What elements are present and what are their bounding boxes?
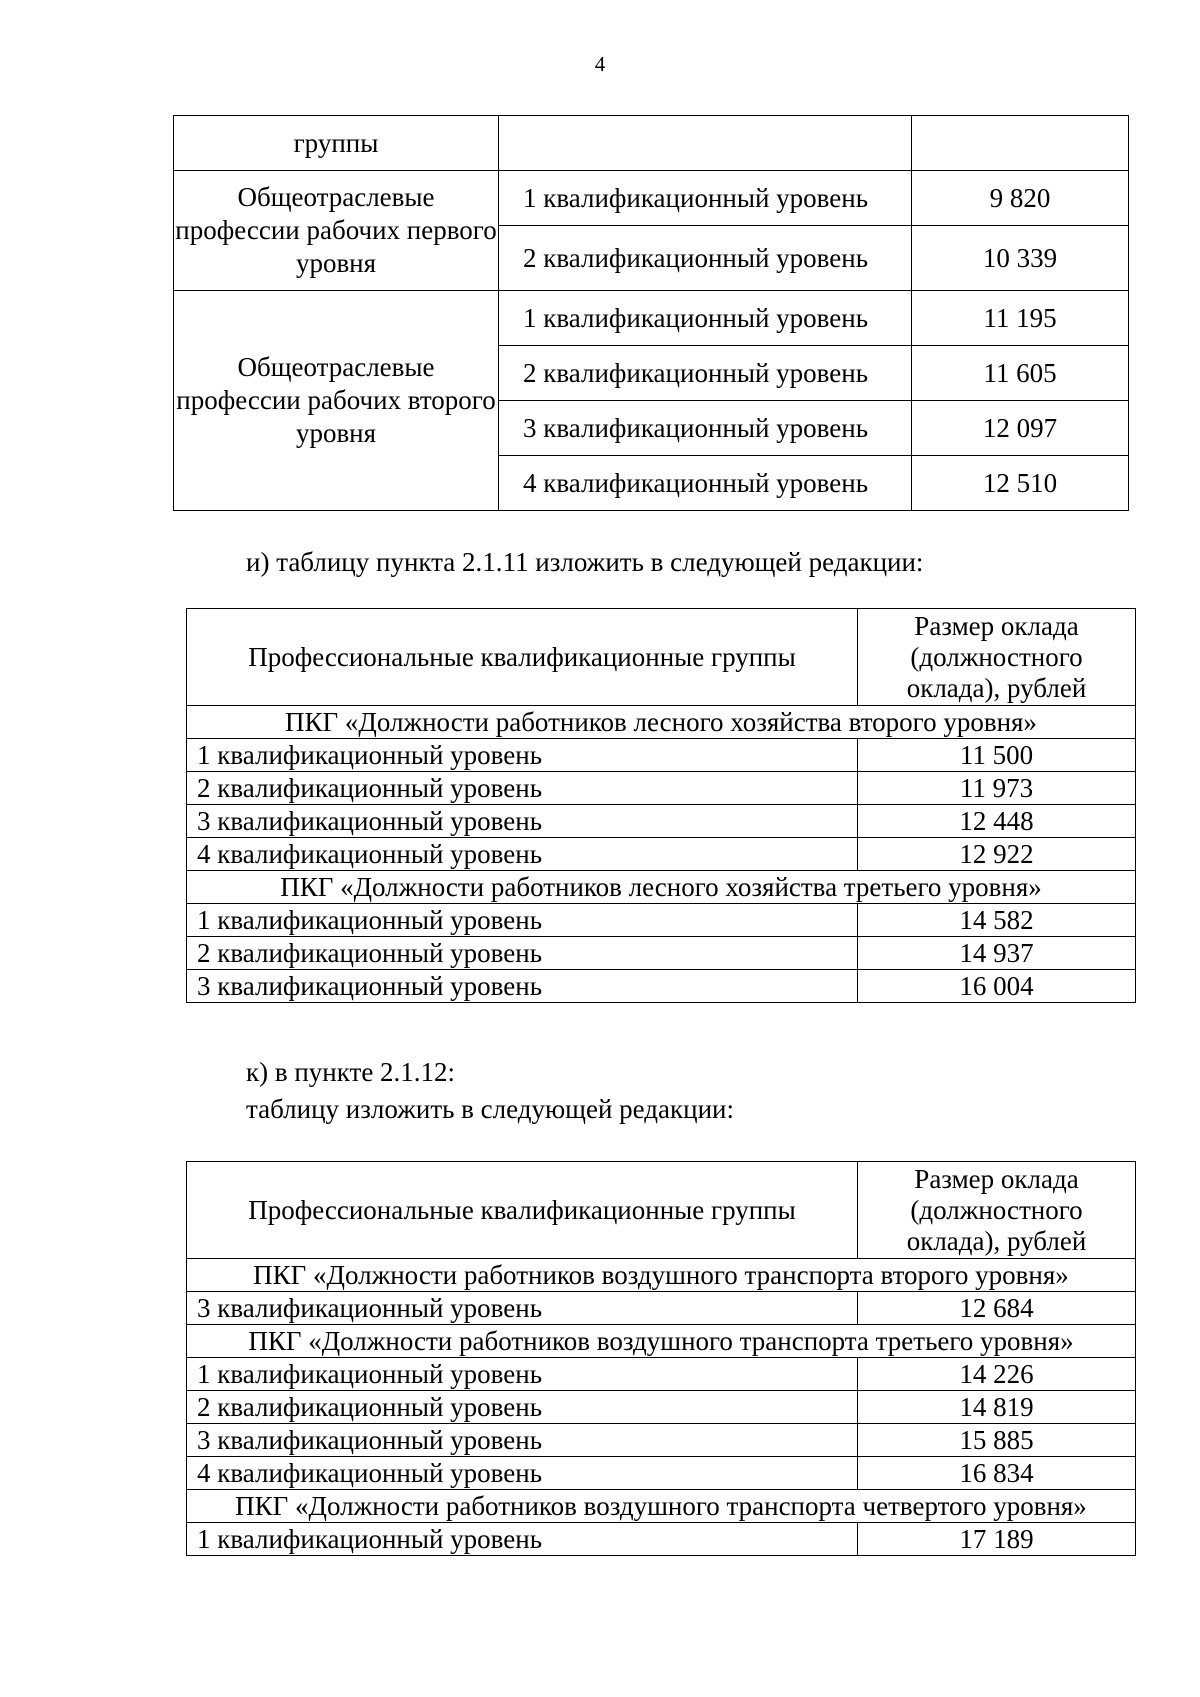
table-row (187, 904, 1136, 937)
value-cell: 11 973 (858, 772, 1136, 805)
table-cell (499, 116, 912, 171)
group-title-row (187, 706, 1136, 739)
group-name-cell: Общеотраслевые профессии рабочих первого уровня (174, 171, 499, 291)
table-row (174, 171, 1129, 226)
column-header-salary: Размер оклада (должностного оклада), рублей (858, 609, 1136, 706)
group-title: ПКГ «Должности работников лесного хозяйства третьего уровня» (187, 871, 1136, 904)
table-row (174, 116, 1129, 171)
column-header-groups: Профессиональные квалификационные группы (187, 1162, 858, 1259)
table-row (187, 772, 1136, 805)
level-cell: 1 квалификационный уровень (187, 1523, 858, 1556)
value-cell: 9 820 (912, 171, 1129, 226)
value-cell: 17 189 (858, 1523, 1136, 1556)
level-cell: 2 квалификационный уровень (187, 772, 858, 805)
table-header-row (187, 1162, 1136, 1259)
value-cell: 14 582 (858, 904, 1136, 937)
level-cell: 4 квалификационный уровень (499, 456, 912, 511)
value-cell: 11 500 (858, 739, 1136, 772)
paragraph-i: и) таблицу пункта 2.1.11 изложить в следующей редакции: (246, 547, 924, 577)
table-row (187, 1358, 1136, 1391)
value-cell: 14 226 (858, 1358, 1136, 1391)
table-row (174, 291, 1129, 346)
level-cell: 3 квалификационный уровень (187, 1424, 858, 1457)
table-row (187, 805, 1136, 838)
group-title: ПКГ «Должности работников воздушного транспорта второго уровня» (187, 1259, 1136, 1292)
value-cell: 12 097 (912, 401, 1129, 456)
value-cell: 11 605 (912, 346, 1129, 401)
page-number: 4 (594, 52, 606, 76)
level-cell: 3 квалификационный уровень (187, 970, 858, 1003)
level-cell: 1 квалификационный уровень (499, 291, 912, 346)
table-row (187, 1391, 1136, 1424)
group-name-cell: Общеотраслевые профессии рабочих второго уровня (174, 291, 499, 511)
level-cell: 4 квалификационный уровень (187, 838, 858, 871)
table-row (187, 1424, 1136, 1457)
table-row (187, 937, 1136, 970)
value-cell: 16 004 (858, 970, 1136, 1003)
level-cell: 2 квалификационный уровень (499, 226, 912, 291)
table-row (187, 970, 1136, 1003)
level-cell: 1 квалификационный уровень (187, 904, 858, 937)
value-cell: 16 834 (858, 1457, 1136, 1490)
group-title: ПКГ «Должности работников воздушного транспорта четвертого уровня» (187, 1490, 1136, 1523)
table-row (187, 838, 1136, 871)
level-cell: 3 квалификационный уровень (187, 805, 858, 838)
table-header-row (187, 609, 1136, 706)
level-cell: 2 квалификационный уровень (187, 1391, 858, 1424)
column-header-salary: Размер оклада (должностного оклада), рублей (858, 1162, 1136, 1259)
value-cell: 12 510 (912, 456, 1129, 511)
group-title-row (187, 1490, 1136, 1523)
table-row (187, 739, 1136, 772)
group-title-row (187, 1325, 1136, 1358)
group-title-row (187, 1259, 1136, 1292)
value-cell: 14 937 (858, 937, 1136, 970)
table-row (187, 1292, 1136, 1325)
forestry-salary-table (186, 608, 1136, 1003)
paragraph-k-line2: таблицу изложить в следующей редакции: (246, 1094, 734, 1124)
level-cell: 2 квалификационный уровень (187, 937, 858, 970)
value-cell: 14 819 (858, 1391, 1136, 1424)
value-cell: 10 339 (912, 226, 1129, 291)
air-transport-salary-table (186, 1161, 1136, 1556)
level-cell: 2 квалификационный уровень (499, 346, 912, 401)
value-cell: 12 922 (858, 838, 1136, 871)
group-title-row (187, 871, 1136, 904)
workers-professions-table (173, 115, 1129, 511)
group-title: ПКГ «Должности работников воздушного транспорта третьего уровня» (187, 1325, 1136, 1358)
table-row (187, 1457, 1136, 1490)
value-cell: 11 195 (912, 291, 1129, 346)
table-cell: группы (174, 116, 499, 171)
table-cell (912, 116, 1129, 171)
group-title: ПКГ «Должности работников лесного хозяйства второго уровня» (187, 706, 1136, 739)
value-cell: 12 448 (858, 805, 1136, 838)
level-cell: 1 квалификационный уровень (187, 1358, 858, 1391)
column-header-groups: Профессиональные квалификационные группы (187, 609, 858, 706)
value-cell: 12 684 (858, 1292, 1136, 1325)
level-cell: 4 квалификационный уровень (187, 1457, 858, 1490)
paragraph-k-line1: к) в пункте 2.1.12: (246, 1057, 456, 1087)
level-cell: 3 квалификационный уровень (499, 401, 912, 456)
table-row (187, 1523, 1136, 1556)
level-cell: 3 квалификационный уровень (187, 1292, 858, 1325)
level-cell: 1 квалификационный уровень (187, 739, 858, 772)
value-cell: 15 885 (858, 1424, 1136, 1457)
level-cell: 1 квалификационный уровень (499, 171, 912, 226)
